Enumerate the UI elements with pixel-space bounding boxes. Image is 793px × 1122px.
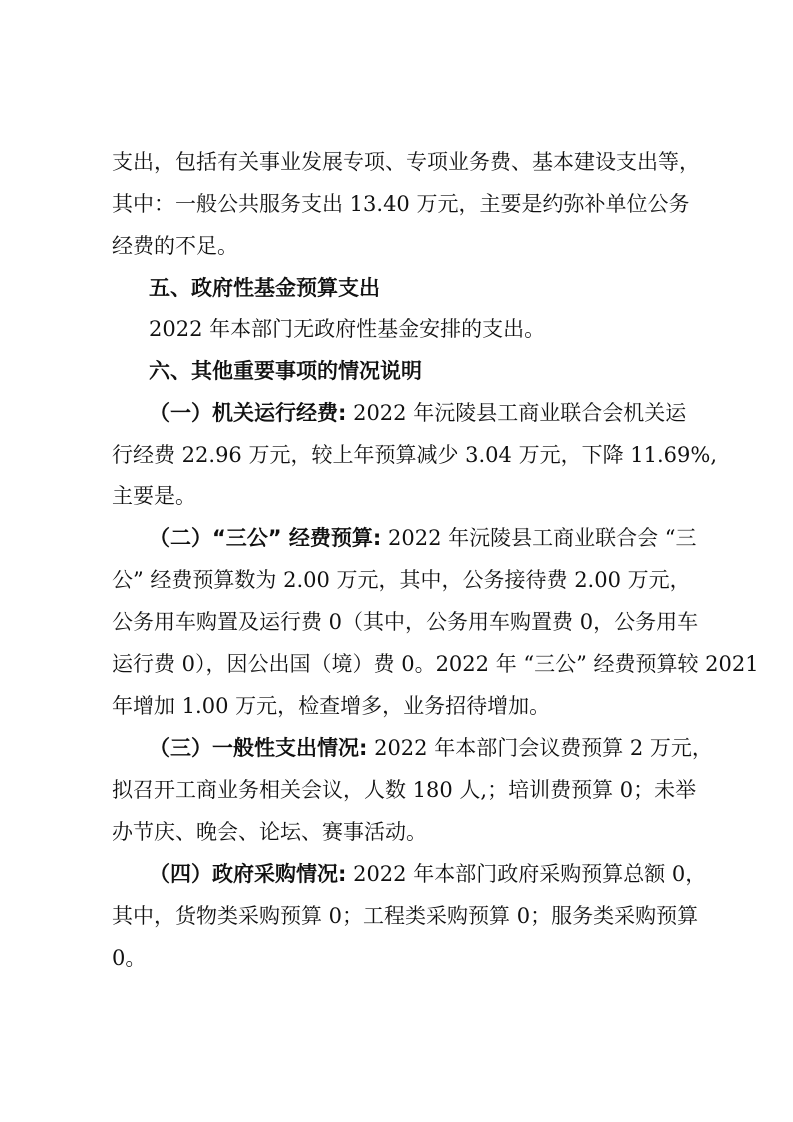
paragraph-line: 经费的不足。 [112, 234, 238, 258]
paragraph-line: 运行费 0），因公出国（境）费 0。2022 年 “三公” 经费预算较 2021 [112, 652, 759, 676]
section-5-text: 2022 年本部门无政府性基金安排的支出。 [149, 317, 546, 341]
paragraph-line: 主要是。 [112, 484, 196, 508]
paragraph-line: 行经费 22.96 万元，较上年预算减少 3.04 万元，下降 11.69%, [112, 443, 717, 467]
paragraph-line: 办节庆、晚会、论坛、赛事活动。 [112, 820, 427, 844]
paragraph-line: 支出，包括有关事业发展专项、专项业务费、基本建设支出等， [112, 150, 700, 174]
paragraph-line: 其中：一般公共服务支出 13.40 万元，主要是约弥补单位公务 [112, 192, 690, 216]
paragraph-line: 公务用车购置及运行费 0（其中，公务用车购置费 0，公务用车 [112, 610, 699, 634]
item-1-first-line [149, 393, 692, 433]
item-1-label: （一）机关运行经费: [149, 401, 347, 425]
section-heading-5: 五、政府性基金预算支出 [149, 276, 380, 300]
item-2-text: 2022 年沅陵县工商业联合会 “三 [381, 526, 697, 550]
paragraph-line: 0。 [112, 946, 147, 970]
paragraph-line: 其中，货物类采购预算 0；工程类采购预算 0；服务类采购预算 [112, 904, 699, 928]
item-1-text: 2022 年沅陵县工商业联合会机关运 [346, 401, 687, 425]
item-3-text: 2022 年本部门会议费预算 2 万元， [367, 736, 713, 760]
item-4-text: 2022 年本部门政府采购预算总额 0， [346, 862, 707, 886]
paragraph-line: 年增加 1.00 万元，检查增多，业务招待增加。 [112, 694, 551, 718]
item-3-label: （三）一般性支出情况: [149, 736, 368, 760]
section-heading-6: 六、其他重要事项的情况说明 [149, 359, 422, 383]
item-2-first-line [149, 518, 697, 558]
item-4-first-line [149, 854, 707, 894]
item-2-label: （二）“三公” 经费预算: [149, 526, 382, 550]
item-3-first-line [149, 728, 713, 768]
paragraph-line: 公” 经费预算数为 2.00 万元，其中，公务接待费 2.00 万元， [112, 568, 691, 592]
item-4-label: （四）政府采购情况: [149, 862, 347, 886]
paragraph-line: 拟召开工商业务相关会议，人数 180 人,；培训费预算 0；未举 [112, 778, 697, 802]
